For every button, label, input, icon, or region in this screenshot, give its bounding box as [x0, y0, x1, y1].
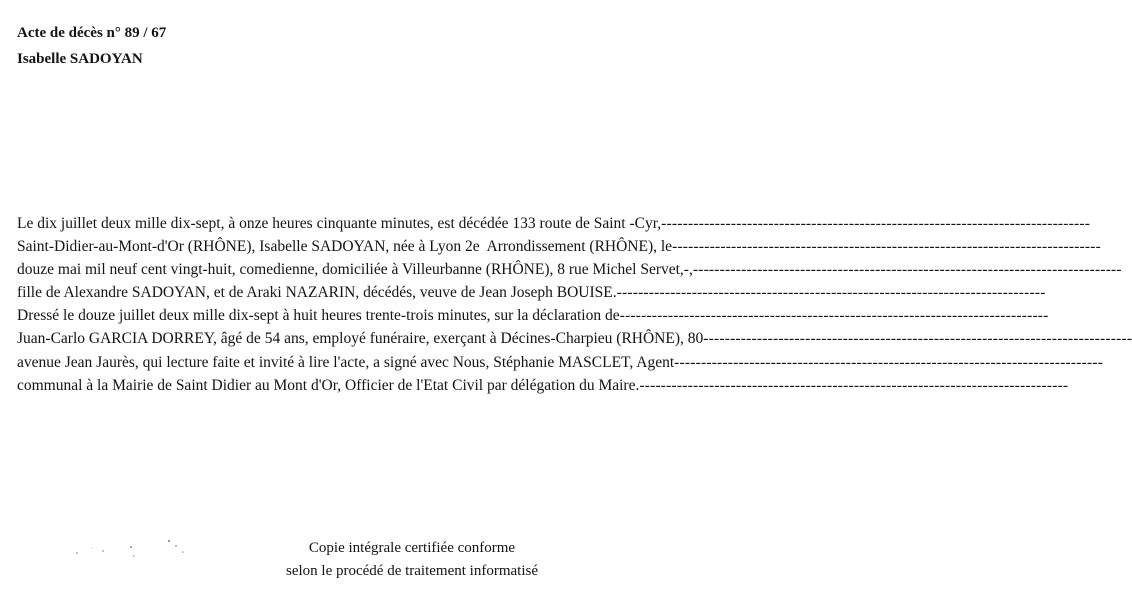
certificate-body: [17, 212, 1132, 397]
body-line: [17, 374, 1069, 397]
line-filler-dashes: --------------------------------------------------------------------------------: [674, 353, 1104, 371]
body-line-text: Saint-Didier-au-Mont-d'Or (RHÔNE), Isabelle SADOYAN, née à Lyon 2e Arrondissement (RHÔNE), le: [17, 238, 673, 256]
body-line: [17, 351, 1104, 374]
deceased-name: Isabelle SADOYAN: [17, 51, 143, 67]
line-filler-dashes: --------------------------------------------------------------------------------: [639, 376, 1069, 394]
body-line-text: fille de Alexandre SADOYAN, et de Araki NAZARIN, décédés, veuve de Jean Joseph BOUISE.: [17, 284, 617, 302]
body-line-text: communal à la Mairie de Saint Didier au Mont d'Or, Officier de l'Etat Civil par délégation du Maire.: [17, 376, 640, 394]
line-filler-dashes: --------------------------------------------------------------------------------: [619, 307, 1049, 325]
certificate-title: Acte de décès n° 89 / 67: [17, 25, 167, 41]
body-line: [17, 235, 1102, 258]
certification-line-2: selon le procédé de traitement informatisé: [286, 563, 538, 579]
body-line: [17, 281, 1046, 304]
line-filler-dashes: --------------------------------------------------------------------------------: [616, 284, 1046, 302]
body-line: [17, 327, 1132, 350]
line-filler-dashes: --------------------------------------------------------------------------------: [703, 330, 1132, 348]
body-line-text: Juan-Carlo GARCIA DORREY, âgé de 54 ans, employé funéraire, exerçant à Décines-Charpieu (RHÔNE), 80: [17, 330, 704, 348]
body-line-text: douze mai mil neuf cent vingt-huit, comedienne, domiciliée à Villeurbanne (RHÔNE), 8 rue Michel Servet,-,: [17, 261, 693, 279]
document-header: [17, 20, 166, 72]
certification-footer: [0, 537, 800, 583]
line-filler-dashes: --------------------------------------------------------------------------------: [672, 238, 1102, 256]
body-line: [17, 258, 1122, 281]
line-filler-dashes: --------------------------------------------------------------------------------: [692, 261, 1122, 279]
body-line: [17, 212, 1091, 235]
body-line: [17, 304, 1049, 327]
body-line-text: Dressé le douze juillet deux mille dix-sept à huit heures trente-trois minutes, sur la déclaration de: [17, 307, 620, 325]
body-line-text: Le dix juillet deux mille dix-sept, à onze heures cinquante minutes, est décédée 133 route de Saint -Cyr,: [17, 215, 662, 232]
body-line-text: avenue Jean Jaurès, qui lecture faite et invité à lire l'acte, a signé avec Nous, Stéphanie MASCLET, Agent: [17, 353, 675, 371]
certification-line-1: Copie intégrale certifiée conforme: [308, 540, 516, 556]
line-filler-dashes: --------------------------------------------------------------------------------: [661, 215, 1091, 232]
